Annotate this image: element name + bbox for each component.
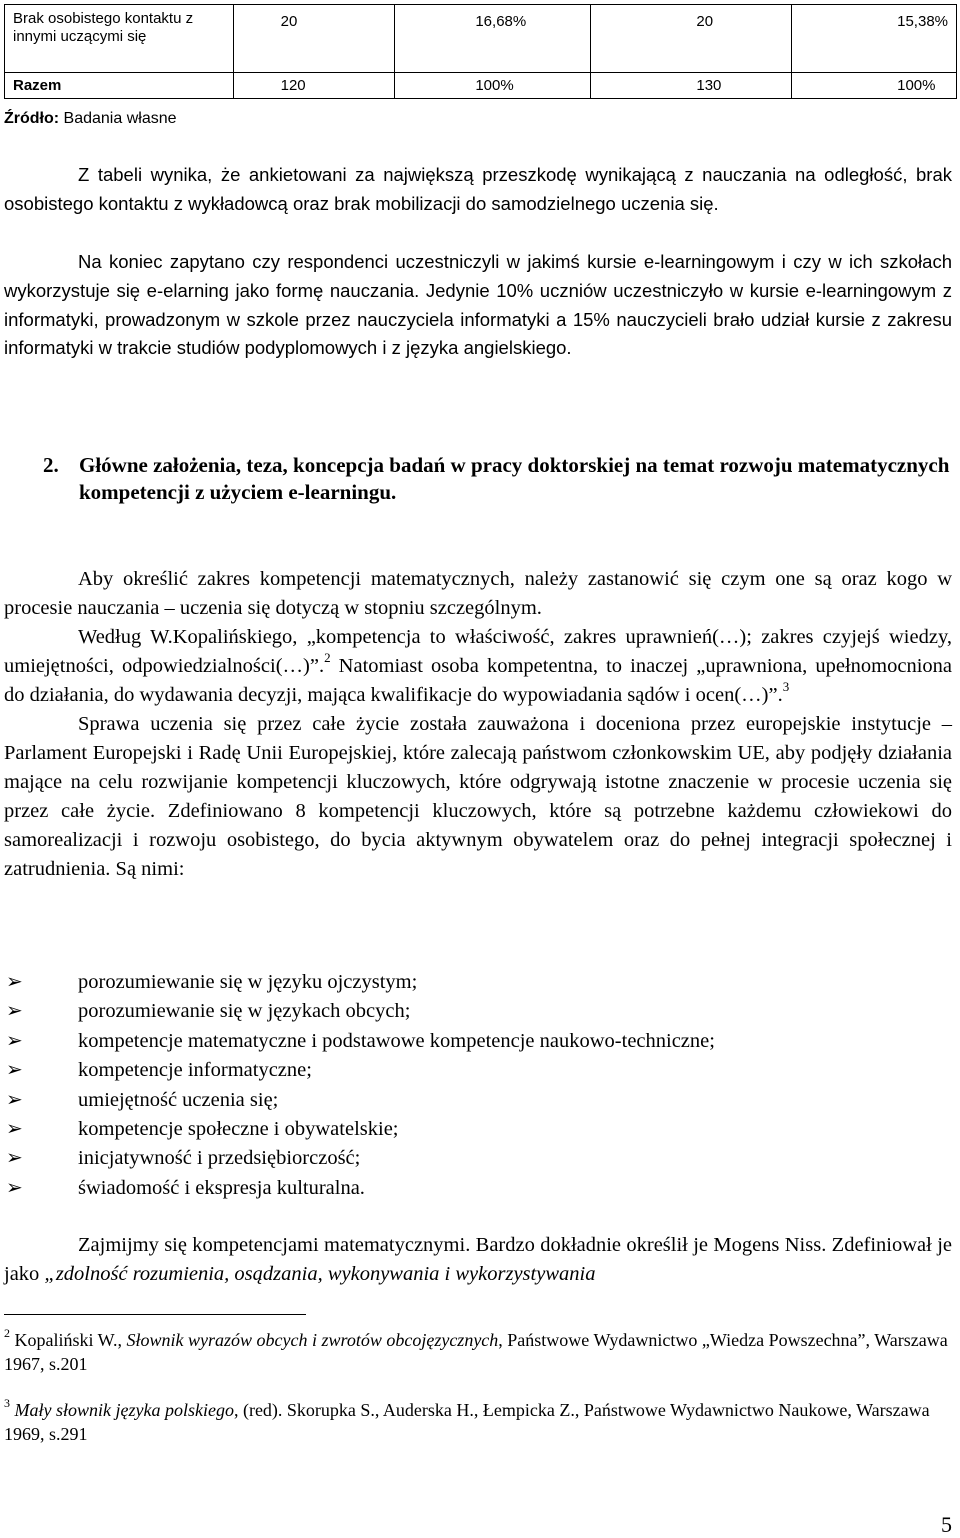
footnote-separator — [4, 1314, 306, 1315]
list-item-text: kompetencje informatyczne; — [78, 1059, 312, 1082]
arrow-bullet-icon: ➢ — [6, 1176, 23, 1199]
body-paragraph-3: Sprawa uczenia się przez całe życie została zauważona i doceniona przez europejskie instytucje – Parlament Europejski i Radę Unii Europejskiej, które zalecają państwom członkowskim UE, aby podjęły działania mające na celu rozwijanie kompetencji kluczowych, które odgrywają istotne znaczenie w procesie uczenia się przez całe życie. Zdefiniowano 8 kompetencji kluczowych, które są potrzebne każdemu człowiekowi do samorealizacji i rozwoju osobistego, do bycia aktywnym obywatelem oraz do pełnej integracji społecznej i zatrudnienia. Są nimi: — [4, 713, 952, 880]
results-table — [4, 4, 957, 99]
arrow-bullet-icon: ➢ — [6, 1000, 23, 1023]
closing-paragraph — [4, 1231, 952, 1289]
arrow-bullet-icon: ➢ — [6, 1029, 23, 1052]
table-cell-percent: 16,68% — [395, 5, 591, 73]
intro-paragraph-2: Na koniec zapytano czy respondenci uczestniczyli w jakimś kursie e-learningowym i czy w ich szkołach wykorzystuje się e-elarning jako formę nauczania. Jedynie 10% uczniów uczestniczyło w kursie e-learningowym z informatyki, prowadzonym w szkole przez nauczyciela informatyki a 15% nauczycieli brało udział kursie z zakresu informatyki w trakcie studiów podyplomowych i z języka angielskiego. — [4, 251, 952, 359]
footnote-details: , (red). Skorupka S., Auderska H., Łempicka Z., Państwowe Wydawnictwo Naukowe, Warszawa 1969, s.291 — [4, 1400, 930, 1444]
footnote-title: Mały słownik języka polskiego — [14, 1400, 234, 1420]
table-cell-label: Brak osobistego kontaktu z innymi uczącymi się — [5, 5, 234, 73]
source-label: Źródło: — [4, 110, 60, 127]
footnote-title: Słownik wyrazów obcych i zwrotów obcojęzycznych — [126, 1330, 499, 1350]
footnote-number: 2 — [4, 1326, 10, 1340]
table-cell-percent: 100% — [792, 73, 957, 99]
page-number: 5 — [941, 1512, 952, 1537]
arrow-bullet-icon: ➢ — [6, 1147, 23, 1170]
footnote-details: , Państwowe Wydawnictwo „Wiedza Powszechna”, Warszawa 1967, s.201 — [4, 1330, 948, 1374]
arrow-bullet-icon: ➢ — [6, 1059, 23, 1082]
closing-quote: „zdolność rozumienia, osądzania, wykonywania i wykorzystywania — [44, 1263, 596, 1285]
footnote-3 — [4, 1398, 952, 1446]
list-item-text: umiejętność uczenia się; — [78, 1088, 279, 1111]
table-cell-label: Razem — [5, 73, 234, 99]
list-item-text: kompetencje społeczne i obywatelskie; — [78, 1118, 399, 1141]
table-cell-percent: 100% — [395, 73, 591, 99]
table-source — [4, 110, 177, 128]
table-cell-count: 20 — [233, 5, 395, 73]
list-item — [4, 1027, 715, 1056]
source-text: Badania własne — [59, 110, 177, 127]
arrow-bullet-icon: ➢ — [6, 1088, 23, 1111]
footnote-number: 3 — [4, 1396, 10, 1410]
section-title: Główne założenia, teza, koncepcja badań w pracy doktorskiej na temat rozwoju matematycznych kompetencji z użyciem e-learningu. — [79, 453, 950, 504]
list-item — [4, 968, 715, 997]
footnote-ref: 2 — [324, 650, 331, 666]
intro-paragraph-1: Z tabeli wynika, że ankietowani za największą przeszkodę wynikającą z nauczania na odległość, brak osobistego kontaktu z wykładowcą oraz brak mobilizacji do samodzielnego uczenia się. — [4, 164, 952, 214]
section-heading — [43, 452, 953, 506]
list-item-text: porozumiewanie się w języku ojczystym; — [78, 971, 418, 993]
list-item-text: porozumiewanie się w językach obcych; — [78, 1000, 411, 1023]
list-item — [4, 1115, 715, 1144]
table-cell-count: 130 — [591, 73, 792, 99]
body-paragraph-1: Aby określić zakres kompetencji matematycznych, należy zastanowić się czym one są oraz kogo w procesie nauczania – uczenia się dotyczą w stopniu szczególnym. — [4, 568, 952, 619]
list-item-text: kompetencje matematyczne i podstawowe kompetencje naukowo-techniczne; — [78, 1029, 715, 1052]
table-cell-count: 20 — [591, 5, 792, 73]
quote-competent-person: Natomiast osoba kompetentna, to inaczej „uprawniona, upełnomocniona do działania, do wydawania decyzji, mająca kwalifikacje do wypowiadania sądów i ocen(…)”. — [4, 655, 952, 706]
list-item — [4, 1144, 715, 1173]
closing-lead: Zajmijmy się kompetencjami matematycznymi. Bardzo dokładnie określił je Mogens Niss. Zdefiniował je jako — [4, 1234, 952, 1285]
footnote-author: Kopaliński W., — [10, 1330, 127, 1350]
footnote-2 — [4, 1328, 952, 1376]
list-item-text: inicjatywność i przedsiębiorczość; — [78, 1147, 361, 1170]
body-text — [4, 565, 952, 884]
closing-text — [4, 1231, 952, 1289]
table-row — [5, 5, 957, 73]
list-item — [4, 997, 715, 1026]
footnote-ref: 3 — [782, 679, 790, 695]
section-number: 2. — [43, 453, 59, 477]
list-item — [4, 1174, 715, 1203]
list-item-text: świadomość i ekspresja kulturalna. — [78, 1176, 365, 1199]
key-competences-list — [4, 968, 715, 1203]
arrow-bullet-icon: ➢ — [6, 1118, 23, 1141]
list-item — [4, 1056, 715, 1085]
body-paragraph-2 — [4, 623, 952, 710]
table-cell-count: 120 — [233, 73, 395, 99]
table-cell-percent: 15,38% — [792, 5, 957, 73]
arrow-bullet-icon: ➢ — [6, 971, 23, 993]
list-item — [4, 1086, 715, 1115]
quote-competence: Według W.Kopalińskiego, „kompetencja to właściwość, zakres uprawnień(…); zakres czyjejś wiedzy, umiejętności, odpowiedzialności(…)”. — [4, 626, 952, 677]
table-row-total — [5, 73, 957, 99]
